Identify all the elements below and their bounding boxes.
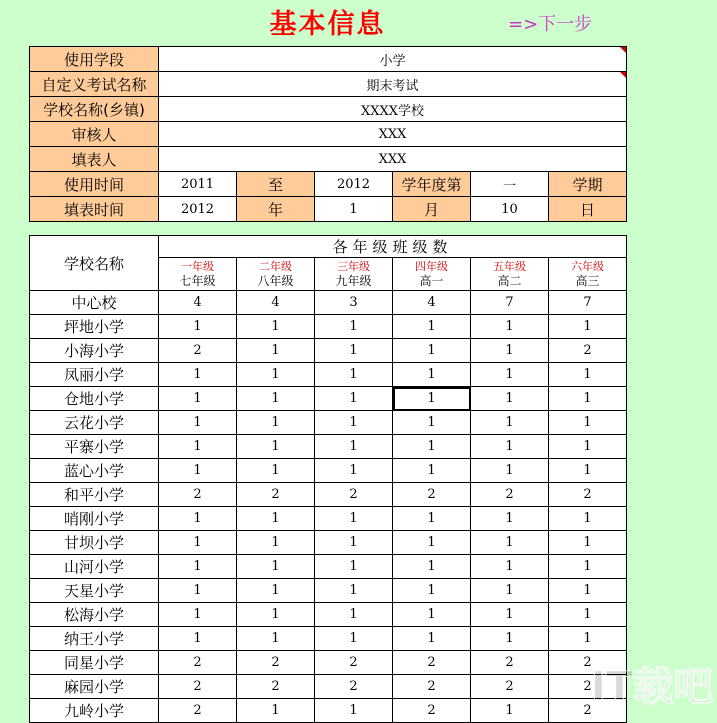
class-count-cell[interactable]: 2 xyxy=(237,651,315,675)
grade-header-cell xyxy=(471,258,549,291)
class-count-cell[interactable]: 2 xyxy=(549,699,627,723)
class-count-cell[interactable]: 1 xyxy=(159,627,237,651)
class-count-cell[interactable]: 1 xyxy=(315,411,393,435)
class-count-cell[interactable]: 1 xyxy=(471,579,549,603)
use-time-label: 使用时间 xyxy=(30,172,159,197)
class-count-cell[interactable]: 1 xyxy=(471,435,549,459)
class-count-cell[interactable]: 1 xyxy=(549,315,627,339)
class-count-cell[interactable]: 1 xyxy=(471,339,549,363)
class-count-cell[interactable]: 1 xyxy=(471,699,549,723)
class-count-cell[interactable]: 2 xyxy=(315,675,393,699)
grade-secondary-label: 八年级 xyxy=(257,274,294,288)
table-row xyxy=(30,363,627,387)
school-name-cell[interactable]: 天星小学 xyxy=(30,579,159,603)
fill-day-label: 日 xyxy=(549,197,627,222)
school-name-cell[interactable]: 九岭小学 xyxy=(30,699,159,723)
school-name-cell[interactable]: 坪地小学 xyxy=(30,315,159,339)
class-count-cell[interactable]: 1 xyxy=(237,603,315,627)
class-count-cell[interactable]: 1 xyxy=(549,459,627,483)
class-count-cell[interactable]: 2 xyxy=(549,483,627,507)
school-label: 学校名称(乡镇) xyxy=(30,97,159,122)
class-count-cell[interactable]: 1 xyxy=(471,507,549,531)
grade-header-cell xyxy=(393,258,471,291)
class-count-cell[interactable]: 1 xyxy=(315,531,393,555)
class-count-cell[interactable]: 1 xyxy=(159,603,237,627)
table-row xyxy=(30,675,627,699)
class-count-cell[interactable]: 7 xyxy=(549,291,627,315)
table-row xyxy=(30,339,627,363)
table-header-row xyxy=(30,236,627,258)
class-count-cell[interactable]: 1 xyxy=(549,387,627,411)
class-count-cell[interactable]: 2 xyxy=(393,483,471,507)
class-count-cell[interactable]: 1 xyxy=(159,531,237,555)
class-count-cell[interactable]: 1 xyxy=(549,579,627,603)
class-count-cell[interactable]: 1 xyxy=(393,339,471,363)
class-count-cell[interactable]: 2 xyxy=(471,675,549,699)
fill-year-label: 年 xyxy=(237,197,315,222)
school-name-cell[interactable]: 蓝心小学 xyxy=(30,459,159,483)
class-count-cell[interactable]: 1 xyxy=(549,363,627,387)
year-of-label: 学年度第 xyxy=(393,172,471,197)
grade-primary-label: 四年级 xyxy=(415,260,448,273)
table-row xyxy=(30,603,627,627)
class-count-cell[interactable]: 1 xyxy=(159,387,237,411)
school-name-cell[interactable]: 小海小学 xyxy=(30,339,159,363)
grade-class-table xyxy=(29,235,627,723)
class-count-cell[interactable]: 2 xyxy=(237,675,315,699)
stage-label: 使用学段 xyxy=(30,47,159,72)
class-count-cell[interactable]: 1 xyxy=(315,315,393,339)
class-count-cell[interactable]: 1 xyxy=(237,387,315,411)
next-step-link[interactable]: =>下一步 xyxy=(508,14,593,35)
class-count-cell[interactable]: 1 xyxy=(159,363,237,387)
class-count-cell[interactable]: 1 xyxy=(237,315,315,339)
fill-year-cell[interactable]: 2012 xyxy=(159,197,237,222)
class-count-cell[interactable]: 1 xyxy=(315,699,393,723)
grade-header-cell xyxy=(159,258,237,291)
class-count-cell[interactable]: 1 xyxy=(315,555,393,579)
class-count-cell[interactable]: 7 xyxy=(471,291,549,315)
class-count-cell[interactable]: 2 xyxy=(549,651,627,675)
class-count-cell[interactable]: 1 xyxy=(393,315,471,339)
exam-label: 自定义考试名称 xyxy=(30,72,159,97)
stage-cell[interactable]: 小学 xyxy=(159,47,627,72)
class-count-cell[interactable]: 1 xyxy=(237,411,315,435)
class-count-cell[interactable]: 1 xyxy=(393,507,471,531)
school-name-cell[interactable]: 山河小学 xyxy=(30,555,159,579)
class-count-cell[interactable]: 2 xyxy=(159,699,237,723)
school-name-cell[interactable]: 平寨小学 xyxy=(30,435,159,459)
exam-row xyxy=(30,72,627,97)
class-count-cell[interactable]: 1 xyxy=(159,459,237,483)
class-count-cell[interactable]: 4 xyxy=(237,291,315,315)
class-count-cell[interactable]: 1 xyxy=(549,555,627,579)
class-count-cell[interactable]: 1 xyxy=(315,387,393,411)
class-count-cell[interactable]: 1 xyxy=(315,339,393,363)
reviewer-label: 审核人 xyxy=(30,122,159,147)
class-count-cell[interactable]: 1 xyxy=(393,435,471,459)
class-count-cell[interactable]: 4 xyxy=(393,291,471,315)
reviewer-row xyxy=(30,122,627,147)
table-row xyxy=(30,483,627,507)
class-count-cell[interactable]: 1 xyxy=(471,603,549,627)
class-count-cell[interactable]: 1 xyxy=(159,435,237,459)
filler-row xyxy=(30,147,627,172)
class-count-cell[interactable]: 1 xyxy=(237,339,315,363)
class-count-cell[interactable]: 1 xyxy=(159,579,237,603)
use-time-start-cell[interactable]: 2011 xyxy=(159,172,237,197)
class-count-cell[interactable]: 2 xyxy=(549,675,627,699)
class-count-cell[interactable]: 2 xyxy=(237,483,315,507)
grade-header-cell xyxy=(315,258,393,291)
school-name-cell[interactable]: 甘坝小学 xyxy=(30,531,159,555)
grade-primary-label: 二年级 xyxy=(259,260,292,273)
class-count-cell[interactable]: 2 xyxy=(315,483,393,507)
table-row xyxy=(30,699,627,723)
class-count-cell[interactable]: 1 xyxy=(315,507,393,531)
grade-primary-label: 六年级 xyxy=(571,260,604,273)
fill-time-label: 填表时间 xyxy=(30,197,159,222)
exam-cell[interactable]: 期末考试 xyxy=(159,72,627,97)
class-count-cell[interactable]: 1 xyxy=(237,555,315,579)
class-count-cell[interactable]: 1 xyxy=(471,387,549,411)
grade-secondary-label: 九年级 xyxy=(335,274,372,288)
grade-primary-label: 一年级 xyxy=(181,260,214,273)
fill-day-cell[interactable]: 10 xyxy=(471,197,549,222)
table-row xyxy=(30,435,627,459)
class-count-cell[interactable]: 1 xyxy=(549,411,627,435)
class-count-cell[interactable]: 1 xyxy=(393,579,471,603)
fill-month-cell[interactable]: 1 xyxy=(315,197,393,222)
table-row xyxy=(30,531,627,555)
fill-time-row xyxy=(30,197,627,222)
school-name-cell[interactable]: 同星小学 xyxy=(30,651,159,675)
class-count-cell[interactable]: 1 xyxy=(471,459,549,483)
class-count-cell[interactable]: 1 xyxy=(393,555,471,579)
class-count-cell[interactable]: 1 xyxy=(237,627,315,651)
class-count-cell[interactable]: 2 xyxy=(471,651,549,675)
class-count-cell[interactable]: 1 xyxy=(471,315,549,339)
class-count-cell[interactable]: 1 xyxy=(471,411,549,435)
grade-group-header: 各年级班级数 xyxy=(159,236,627,258)
class-count-cell[interactable]: 1 xyxy=(471,627,549,651)
reviewer-cell[interactable]: XXX xyxy=(159,122,627,147)
school-name-cell[interactable]: 麻园小学 xyxy=(30,675,159,699)
class-count-cell[interactable]: 1 xyxy=(471,531,549,555)
grade-primary-label: 五年级 xyxy=(493,260,526,273)
term-label: 学期 xyxy=(549,172,627,197)
class-count-cell[interactable]: 1 xyxy=(315,627,393,651)
class-count-cell[interactable]: 1 xyxy=(237,363,315,387)
class-count-cell[interactable]: 1 xyxy=(159,507,237,531)
grade-secondary-label: 高二 xyxy=(497,274,522,288)
class-count-cell[interactable]: 1 xyxy=(159,411,237,435)
class-count-cell[interactable]: 2 xyxy=(393,675,471,699)
class-count-cell[interactable]: 1 xyxy=(237,579,315,603)
class-count-cell[interactable]: 1 xyxy=(549,627,627,651)
school-name-cell[interactable]: 仓地小学 xyxy=(30,387,159,411)
fill-month-label: 月 xyxy=(393,197,471,222)
class-count-cell[interactable]: 1 xyxy=(393,531,471,555)
class-count-cell[interactable]: 2 xyxy=(549,339,627,363)
class-count-cell[interactable]: 1 xyxy=(237,507,315,531)
class-count-cell[interactable]: 2 xyxy=(315,651,393,675)
class-count-cell[interactable]: 1 xyxy=(315,579,393,603)
school-name-cell[interactable]: 凤丽小学 xyxy=(30,363,159,387)
school-name-cell[interactable]: 纳王小学 xyxy=(30,627,159,651)
class-count-cell[interactable]: 1 xyxy=(393,627,471,651)
school-name-cell[interactable]: 云花小学 xyxy=(30,411,159,435)
class-count-cell[interactable]: 1 xyxy=(315,435,393,459)
term-cell[interactable]: 一 xyxy=(471,172,549,197)
use-time-row xyxy=(30,172,627,197)
grade-primary-label: 三年级 xyxy=(337,260,370,273)
class-count-cell[interactable]: 2 xyxy=(159,339,237,363)
school-name-cell[interactable]: 松海小学 xyxy=(30,603,159,627)
class-count-cell[interactable]: 2 xyxy=(159,483,237,507)
class-count-cell[interactable]: 1 xyxy=(237,699,315,723)
school-name-header: 学校名称 xyxy=(30,236,159,291)
use-time-to-label: 至 xyxy=(237,172,315,197)
table-row xyxy=(30,387,627,411)
table-row xyxy=(30,291,627,315)
class-count-cell[interactable]: 1 xyxy=(315,363,393,387)
class-count-cell[interactable]: 1 xyxy=(393,603,471,627)
class-count-cell[interactable]: 1 xyxy=(159,555,237,579)
class-count-cell[interactable]: 1 xyxy=(471,363,549,387)
use-time-end-cell[interactable]: 2012 xyxy=(315,172,393,197)
table-row xyxy=(30,411,627,435)
grade-header-cell xyxy=(549,258,627,291)
class-count-cell[interactable]: 1 xyxy=(393,459,471,483)
school-name-cell[interactable]: 中心校 xyxy=(30,291,159,315)
class-count-cell[interactable]: 1 xyxy=(237,531,315,555)
class-count-cell[interactable]: 1 xyxy=(549,507,627,531)
table-row xyxy=(30,627,627,651)
school-name-cell[interactable]: 哨刚小学 xyxy=(30,507,159,531)
page-title: 基本信息 xyxy=(269,9,386,40)
table-row xyxy=(30,315,627,339)
filler-label: 填表人 xyxy=(30,147,159,172)
class-count-cell[interactable]: 1 xyxy=(237,459,315,483)
grade-secondary-label: 七年级 xyxy=(179,274,216,288)
basic-info-table xyxy=(29,46,627,222)
class-count-cell[interactable]: 1 xyxy=(393,387,471,411)
table-row xyxy=(30,555,627,579)
class-count-cell[interactable]: 1 xyxy=(315,459,393,483)
table-row xyxy=(30,507,627,531)
school-row xyxy=(30,97,627,122)
class-count-cell[interactable]: 2 xyxy=(159,651,237,675)
class-count-cell[interactable]: 1 xyxy=(549,603,627,627)
filler-cell[interactable]: XXX xyxy=(159,147,627,172)
watermark-logo: IT载吧 xyxy=(590,664,713,710)
class-count-cell[interactable]: 2 xyxy=(393,699,471,723)
school-cell[interactable]: XXXX学校 xyxy=(159,97,627,122)
class-count-cell[interactable]: 1 xyxy=(237,435,315,459)
class-count-cell[interactable]: 2 xyxy=(159,675,237,699)
class-count-cell[interactable]: 1 xyxy=(549,531,627,555)
grade-secondary-label: 高一 xyxy=(419,274,444,288)
class-count-cell[interactable]: 2 xyxy=(471,483,549,507)
class-count-cell[interactable]: 1 xyxy=(393,411,471,435)
class-count-cell[interactable]: 4 xyxy=(159,291,237,315)
grade-secondary-label: 高三 xyxy=(575,274,600,288)
school-name-cell[interactable]: 和平小学 xyxy=(30,483,159,507)
table-row xyxy=(30,651,627,675)
grade-header-cell xyxy=(237,258,315,291)
class-count-cell[interactable]: 1 xyxy=(549,435,627,459)
class-count-cell[interactable]: 1 xyxy=(393,363,471,387)
table-row xyxy=(30,459,627,483)
table-row xyxy=(30,579,627,603)
class-count-cell[interactable]: 3 xyxy=(315,291,393,315)
class-count-cell[interactable]: 1 xyxy=(315,603,393,627)
class-count-cell[interactable]: 1 xyxy=(159,315,237,339)
stage-row xyxy=(30,47,627,72)
class-count-cell[interactable]: 2 xyxy=(393,651,471,675)
class-count-cell[interactable]: 1 xyxy=(471,555,549,579)
